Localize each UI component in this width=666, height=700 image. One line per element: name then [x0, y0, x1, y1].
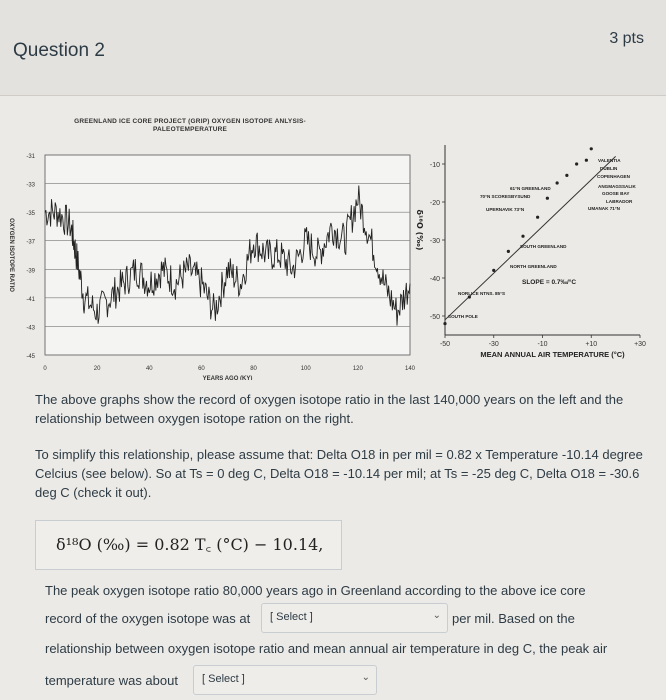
answer-text-2: record of the oxygen isotope was at	[45, 611, 251, 626]
right-chart-station-label: GOOSE BAY	[602, 191, 630, 196]
paragraph-1: The above graphs show the record of oxygen isotope ratio in the last 140,000 years on the left and the relationship between oxygen isotope ration on the right.	[35, 392, 624, 426]
right-chart-ytick-label: -30	[429, 238, 440, 245]
right-chart-point	[546, 197, 549, 200]
left-chart-ytick-label: -39	[26, 268, 35, 275]
left-chart-ytick-label: -37	[26, 239, 35, 246]
left-chart-xtick-label: 60	[198, 366, 205, 372]
left-chart-title-line2: PALEOTEMPERATURE	[152, 126, 228, 133]
right-chart-ylabel: δ¹⁸O (‰)	[415, 209, 424, 251]
right-chart-point	[536, 216, 539, 219]
left-chart-xtick-label: 20	[93, 366, 101, 372]
peak-temperature-select[interactable]	[193, 665, 377, 695]
left-chart-ylabel: OXYGEN ISOTOPE RATIO	[8, 218, 14, 292]
peak-isotope-select[interactable]	[261, 603, 448, 633]
right-chart-xtick-label: -50	[439, 341, 451, 348]
formula-box	[35, 520, 342, 570]
right-chart-station-label: 61°N GREENLAND	[510, 186, 551, 191]
left-chart-ytick-label: -45	[26, 354, 35, 360]
right-chart-station-label: UPERNAVIK 73°N	[486, 207, 525, 212]
right-chart-slope-label: SLOPE = 0.7‰/°C	[522, 279, 577, 286]
peak-temperature-select-value: [ Select ]	[202, 673, 245, 685]
right-chart-station-label: SOUTH GREENLAND	[520, 244, 567, 249]
answer-text-3: per mil. Based on the	[452, 611, 575, 626]
right-chart-station-label: VALENTIA	[598, 158, 621, 163]
left-chart-ytick-label: -31	[26, 154, 35, 160]
right-chart-station-label: UMANAK 71°N	[588, 206, 620, 211]
right-chart-xtick-label: +30	[634, 341, 646, 348]
right-chart-station-label: 70°N SCORESBYSUND	[480, 194, 531, 199]
left-chart-xtick-label: 100	[300, 366, 311, 372]
right-chart-xtick-label: -30	[488, 341, 499, 348]
left-chart-ytick-label: -41	[26, 296, 35, 303]
question-points: 3 pts	[609, 30, 644, 47]
question-header	[0, 0, 666, 96]
right-chart-station-label: SOUTH POLE	[448, 314, 478, 319]
left-chart-xlabel: YEARS AGO (KY)	[202, 376, 253, 380]
answer-text-5: temperature was about	[45, 673, 178, 688]
left-chart-title-line1: GREENLAND ICE CORE PROJECT (GRIP) OXYGEN ISOTOPE ANLYSIS-	[74, 118, 306, 125]
formula: δ¹⁸O (‰) = 0.82 T꜀ (°C) − 10.14,	[56, 535, 324, 554]
left-chart	[0, 110, 666, 380]
figure	[0, 110, 666, 380]
left-chart-ytick-label: -33	[26, 182, 35, 189]
right-chart-station-label: DUBLIN	[600, 166, 618, 171]
answer-text-1: The peak oxygen isotope ratio 80,000 years ago in Greenland according to the above ice core	[45, 583, 586, 598]
left-chart-xtick-label: 40	[145, 366, 153, 372]
right-chart-point	[575, 162, 578, 165]
peak-isotope-select-value: [ Select ]	[270, 611, 313, 623]
left-chart-xtick-label: 80	[250, 366, 257, 372]
chevron-down-icon: ⌄	[361, 672, 370, 683]
right-chart-xlabel: MEAN ANNUAL AIR TEMPERATURE (°C)	[480, 350, 625, 359]
left-chart-ytick-label: -35	[26, 211, 35, 218]
right-chart-point	[443, 322, 446, 325]
left-chart-xtick-label: 120	[352, 366, 363, 372]
left-chart-xtick-label: 140	[404, 366, 416, 372]
chevron-down-icon: ⌄	[432, 610, 441, 621]
right-chart-point	[521, 235, 524, 238]
right-chart-ytick-label: -10	[429, 162, 440, 169]
right-chart-point	[507, 250, 510, 253]
right-chart-point	[556, 181, 559, 184]
left-chart-plot-area	[45, 155, 410, 355]
answer-text-4: relationship between oxygen isotope ratio and mean annual air temperature in deg C, the peak air	[45, 641, 608, 656]
right-chart-station-label: NORTH GREENLAND	[510, 264, 557, 269]
question-title: Question 2	[13, 40, 105, 61]
right-chart-ytick-label: -40	[429, 276, 440, 283]
right-chart-ytick-label: -20	[429, 200, 440, 207]
right-chart-xtick-label: -10	[537, 341, 548, 348]
right-chart-station-label: NORLICE NTNS. 85°S	[458, 291, 506, 296]
right-chart-point	[590, 147, 593, 150]
right-chart-point	[585, 159, 588, 162]
right-chart-station-label: ANGMAGSSALIK	[598, 184, 636, 189]
right-chart-station-label: COPENHAGEN	[597, 174, 630, 179]
paragraph-2: To simplify this relationship, please assume that: Delta O18 in per mil = 0.82 x Temperature -10.14 degree Celcius (see below). So at Ts = 0 deg C, Delta O18 = -10.14 per mil; at Ts = -25 deg C, Delta O18 = -30.6 deg C (check it out).	[35, 447, 643, 500]
right-chart-xtick-label: +10	[585, 341, 598, 348]
right-chart-station-label: LABRADOR	[606, 199, 633, 204]
left-chart-ytick-label: -43	[26, 325, 35, 332]
right-chart-point	[492, 269, 495, 272]
right-chart-point	[565, 174, 568, 177]
right-chart-ytick-label: -50	[429, 314, 440, 321]
left-chart-xtick-label: 0	[43, 366, 47, 372]
